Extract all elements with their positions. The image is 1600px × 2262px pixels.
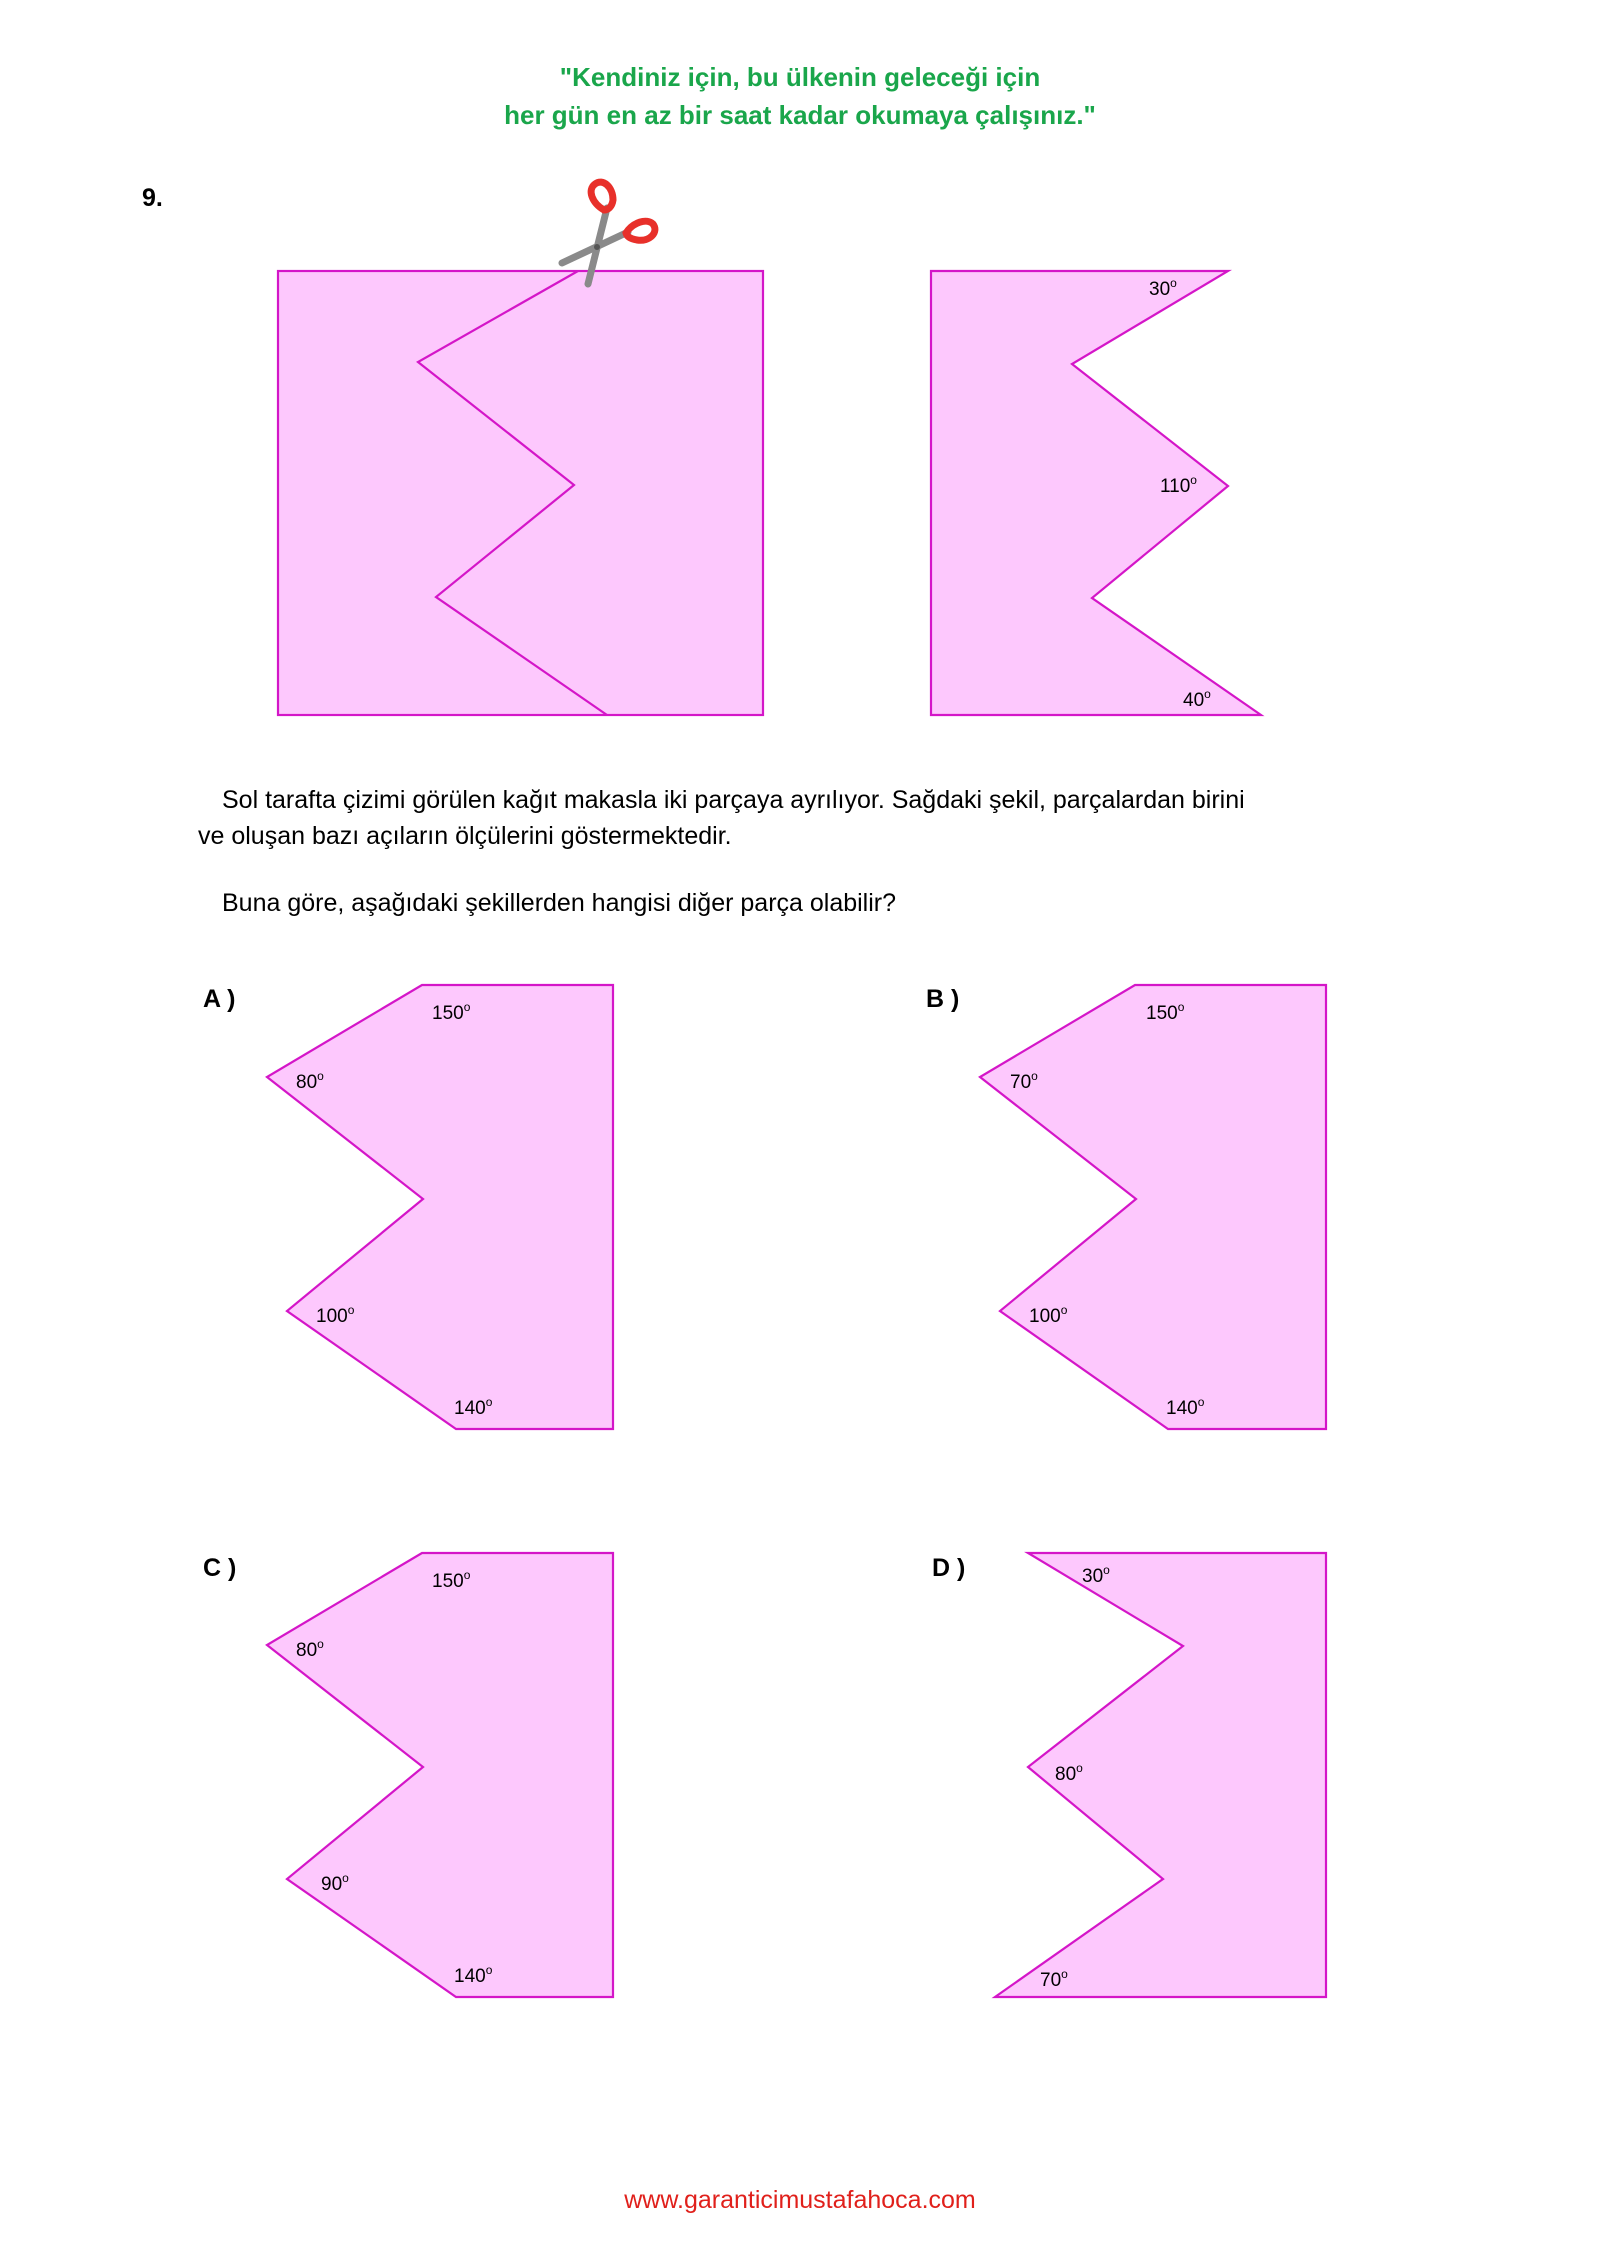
question-number: 9. <box>142 184 163 212</box>
option-d-angle-1: 30$^o$ <box>1082 1563 1110 1587</box>
option-a-angle-1: 150$^o$ <box>432 1000 471 1024</box>
option-d-polygon[interactable] <box>995 1553 1326 1997</box>
option-c-label[interactable]: C ) <box>203 1554 237 1582</box>
paper-square <box>278 271 763 715</box>
option-a-angle-3: 100$^o$ <box>316 1303 355 1327</box>
question-text-line-2: ve oluşan bazı açıların ölçülerini göstermektedir. <box>198 822 732 850</box>
option-b-angle-1: 150$^o$ <box>1146 1000 1185 1024</box>
motto-line-1: "Kendiniz için, bu ülkenin geleceği için <box>559 62 1041 92</box>
given-angle-3: 40$^o$ <box>1183 687 1211 711</box>
given-piece-shape <box>931 271 1261 715</box>
option-b-shape[interactable] <box>980 985 1326 1429</box>
option-b-angle-3: 100$^o$ <box>1029 1303 1068 1327</box>
option-c-angle-4: 140$^o$ <box>454 1963 493 1987</box>
option-a-angle-2: 80$^o$ <box>296 1069 324 1093</box>
given-angle-2: 110$^o$ <box>1160 473 1197 497</box>
question-text-line-1: Sol tarafta çizimi görülen kağıt makasla iki parçaya ayrılıyor. Sağdaki şekil, parçalardan birini <box>222 786 1245 814</box>
given-piece <box>931 271 1261 715</box>
option-c-angle-3: 90$^o$ <box>321 1871 349 1895</box>
option-d-label[interactable]: D ) <box>932 1554 966 1582</box>
option-c-shape[interactable] <box>267 1553 613 1997</box>
option-b-angle-2: 70$^o$ <box>1010 1069 1038 1093</box>
option-c-angle-2: 80$^o$ <box>296 1637 324 1661</box>
option-d-shape[interactable] <box>995 1553 1326 1997</box>
option-c-angle-1: 150$^o$ <box>432 1568 471 1592</box>
option-d-angle-3: 70$^o$ <box>1040 1967 1068 1991</box>
footer-url[interactable]: www.garanticimustafahoca.com <box>624 2186 976 2214</box>
option-d-angle-2: 80$^o$ <box>1055 1761 1083 1785</box>
given-angle-1: 30$^o$ <box>1149 276 1177 300</box>
option-a-polygon[interactable] <box>267 985 613 1429</box>
scissors-icon <box>562 182 655 284</box>
option-a-shape[interactable] <box>267 985 613 1429</box>
option-a-label[interactable]: A ) <box>203 985 236 1013</box>
option-c-polygon[interactable] <box>267 1553 613 1997</box>
original-paper <box>278 271 763 715</box>
question-prompt-text: Buna göre, aşağıdaki şekillerden hangisi diğer parça olabilir? <box>222 889 897 917</box>
option-a-angle-4: 140$^o$ <box>454 1395 493 1419</box>
option-b-angle-4: 140$^o$ <box>1166 1395 1205 1419</box>
option-b-label[interactable]: B ) <box>926 985 960 1013</box>
motto-line-2: her gün en az bir saat kadar okumaya çalışınız." <box>504 100 1096 130</box>
option-b-polygon[interactable] <box>980 985 1326 1429</box>
